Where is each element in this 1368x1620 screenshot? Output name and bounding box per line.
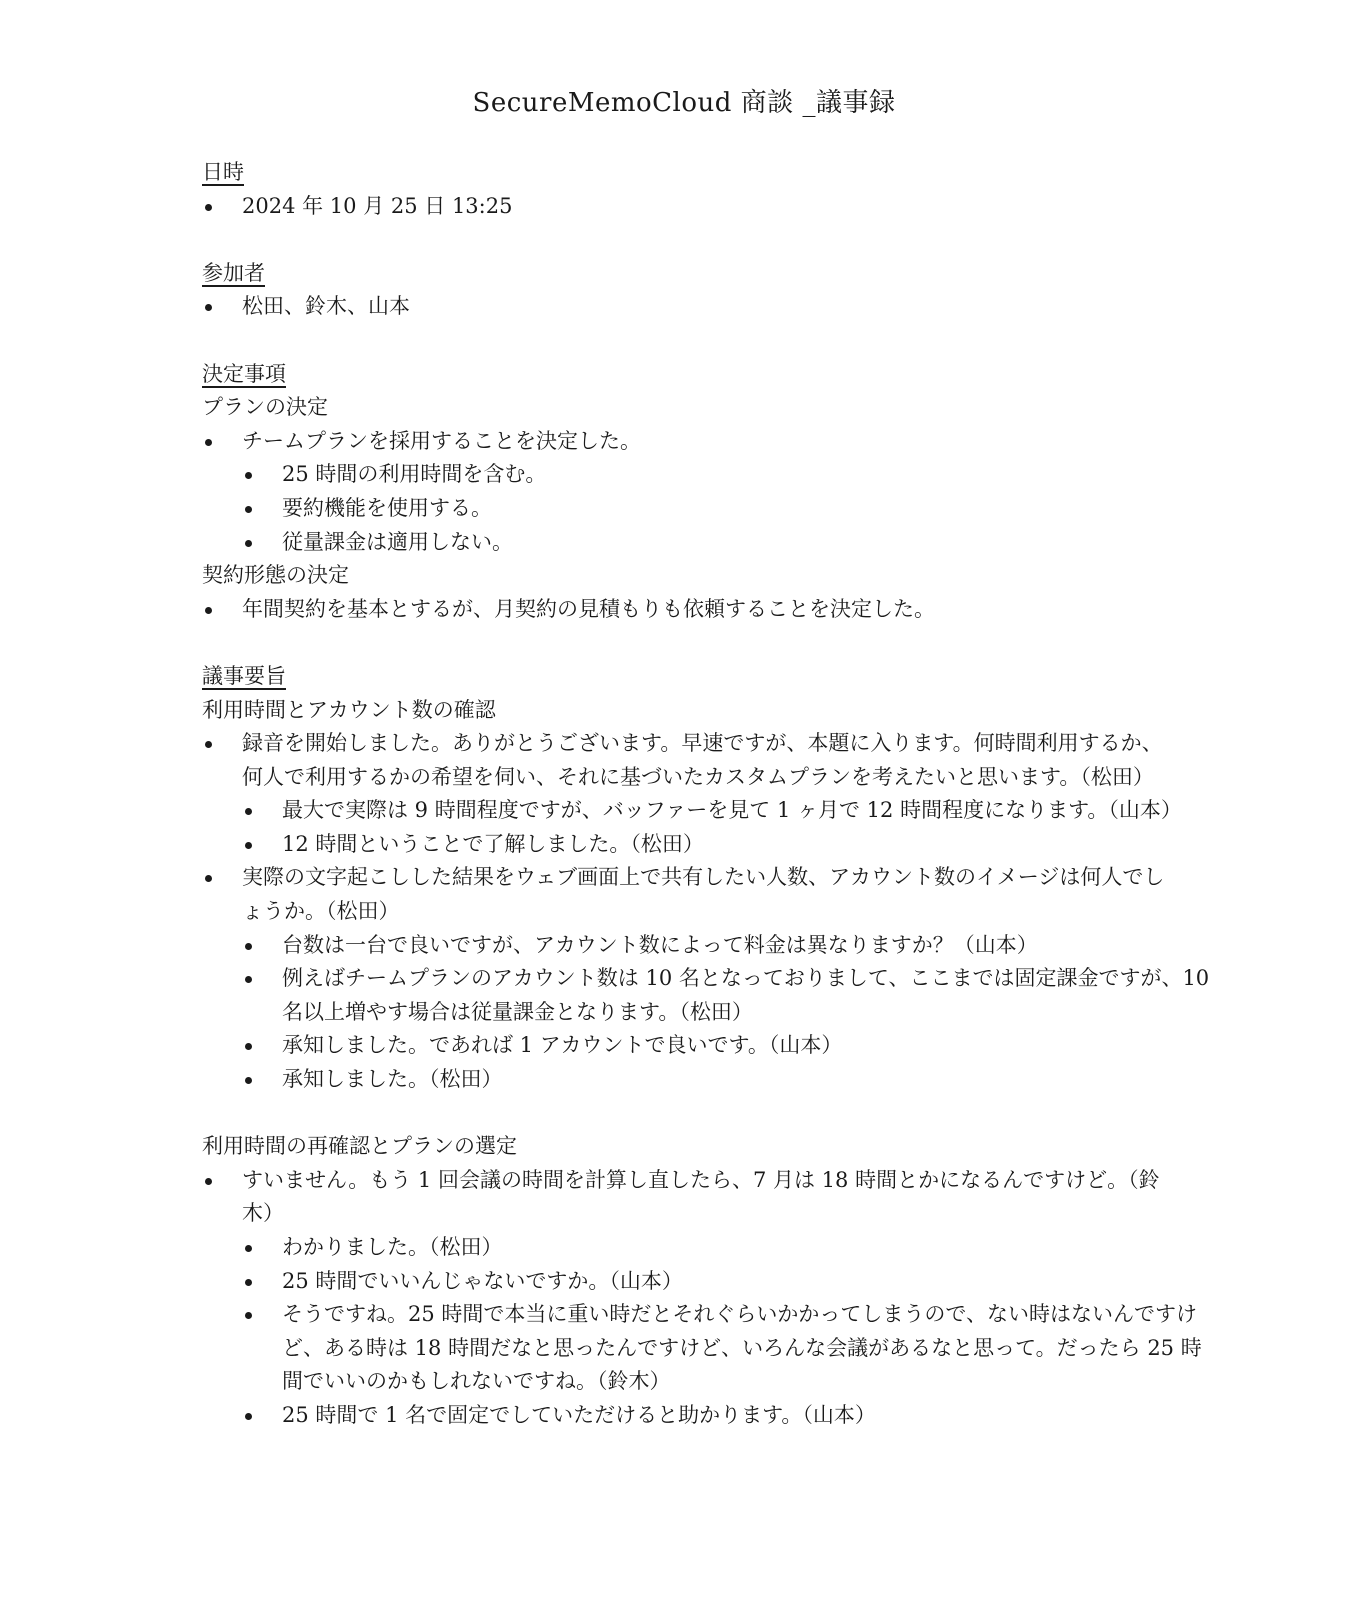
decisions-heading: 決定事項 [202, 361, 286, 386]
plan-subheading: プランの決定 [202, 395, 328, 420]
section2-reply: 25 時間で 1 名で固定でしていただけると助かります。（山本） [202, 1399, 1182, 1433]
section1-reply: 承知しました。（松田） [202, 1063, 1182, 1097]
contract-subheading: 契約形態の決定 [202, 563, 349, 588]
participants-heading: 参加者 [202, 260, 265, 285]
section1-reply: 最大で実際は 9 時間程度ですが、バッファーを見て 1 ヶ月で 12 時間程度になります。（山本） [202, 794, 1242, 828]
datetime-list [202, 190, 1182, 224]
section1-reply: 承知しました。であれば 1 アカウントで良いです。（山本） [202, 1029, 1182, 1063]
plan-list [202, 425, 1182, 559]
plan-subitem: 従量課金は適用しない。 [202, 526, 1182, 560]
plan-subitem: 25 時間の利用時間を含む。 [202, 458, 1182, 492]
participants-item: 松田、鈴木、山本 [202, 290, 1182, 324]
plan-subitem: 要約機能を使用する。 [202, 492, 1182, 526]
section1-item: 実際の文字起こしした結果をウェブ画面上で共有したい人数、アカウント数のイメージは何人でしょうか。（松田） [202, 861, 1182, 928]
section1-subheading: 利用時間とアカウント数の確認 [202, 697, 496, 722]
summary-heading: 議事要旨 [202, 663, 286, 688]
section1-item: 録音を開始しました。ありがとうございます。早速ですが、本題に入ります。何時間利用するか、何人で利用するかの希望を伺い、それに基づいたカスタムプランを考えたいと思います。（松田） [202, 727, 1182, 794]
section1-reply: 12 時間ということで了解しました。（松田） [202, 828, 1182, 862]
contract-item: 年間契約を基本とするが、月契約の見積もりも依頼することを決定した。 [202, 593, 1182, 627]
section1-reply: 例えばチームプランのアカウント数は 10 名となっておりまして、ここまでは固定課金ですが、10 名以上増やす場合は従量課金となります。（松田） [202, 962, 1222, 1029]
datetime-heading: 日時 [202, 160, 244, 184]
participants-list [202, 290, 1182, 324]
section1-reply: 台数は一台で良いですが、アカウント数によって料金は異なりますか？（山本） [202, 929, 1182, 963]
section2-item: すいません。もう 1 回会議の時間を計算し直したら、7 月は 18 時間とかになるんですけど。（鈴木） [202, 1164, 1182, 1231]
section2-list [202, 1164, 1202, 1433]
document-body [202, 156, 1210, 1433]
contract-list [202, 593, 1182, 627]
section2-subheading: 利用時間の再確認とプランの選定 [202, 1134, 517, 1159]
datetime-item: 2024 年 10 月 25 日 13:25 [202, 190, 1182, 224]
section2-reply: わかりました。（松田） [202, 1231, 1182, 1265]
section2-reply: 25 時間でいいんじゃないですか。（山本） [202, 1265, 1182, 1299]
plan-item: チームプランを採用することを決定した。 [202, 425, 1182, 459]
section1-list [202, 727, 1210, 1097]
section2-reply: そうですね。25 時間で本当に重い時だとそれぐらいかかってしまうので、ない時はないんですけど、ある時は 18 時間だなと思ったんですけど、いろんな会議があるなと思って。だったら 25 時間でいいのかもしれないですね。（鈴木） [202, 1298, 1222, 1399]
document-title: SecureMemoCloud 商談 _議事録 [472, 88, 896, 118]
